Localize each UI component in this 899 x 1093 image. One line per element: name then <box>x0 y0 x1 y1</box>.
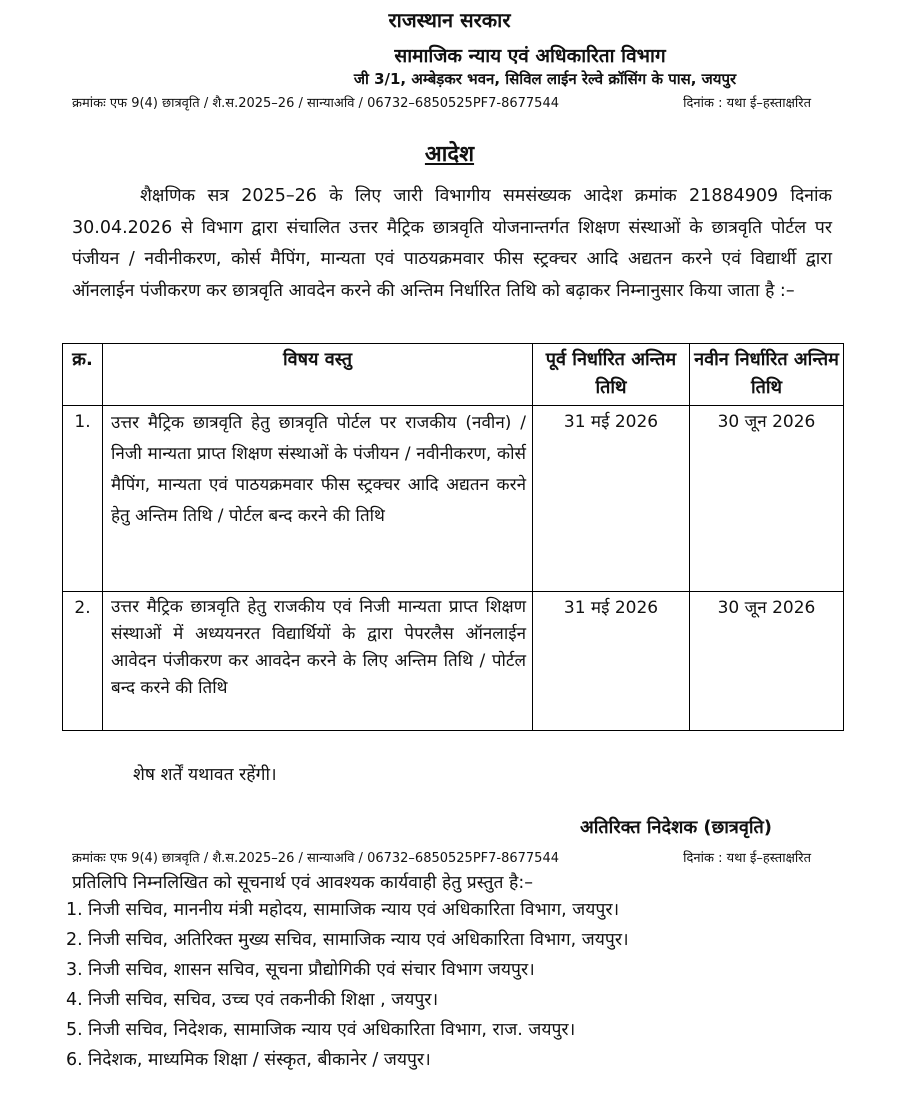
table-header-row <box>63 344 844 406</box>
table-row <box>63 592 844 731</box>
row-serial: 1. <box>63 406 103 592</box>
reference-date: दिनांक : यथा ई–हस्ताक्षरित <box>683 851 811 866</box>
reference-number: क्रमांकः एफ 9(4) छात्रवृति / शै.स.2025–26 / सान्याअवि / 06732–6850525PF7-8677544 <box>72 851 559 866</box>
signatory-designation: अतिरिक्त निदेशक (छात्रवृति) <box>580 817 773 838</box>
list-item: 2. निजी सचिव, अतिरिक्त मुख्य सचिव, सामाजिक न्याय एवं अधिकारिता विभाग, जयपुर। <box>66 930 629 950</box>
header-subject: विषय वस्तु <box>103 344 533 406</box>
row-new-date: 30 जून 2026 <box>690 592 844 731</box>
reference-line-bottom <box>72 848 817 868</box>
order-paragraph <box>72 181 832 307</box>
government-name: राजस्थान सरकार <box>388 8 511 32</box>
row-new-date: 30 जून 2026 <box>690 406 844 592</box>
row-subject: उत्तर मैट्रिक छात्रवृति हेतु राजकीय एवं निजी मान्यता प्राप्त शिक्षण संस्थाओं में अध्ययनरत विद्यार्थियों के द्वारा पेपरलैस ऑनलाईन आवेदन पंजीकरण कर आवदेन करने के लिए अन्तिम तिथि / पोर्टल बन्द करने की तिथि <box>103 592 533 731</box>
reference-date: दिनांक : यथा ई–हस्ताक्षरित <box>683 96 811 111</box>
copy-intro: प्रतिलिपि निम्नलिखित को सूचनार्थ एवं आवश्यक कार्यवाही हेतु प्रस्तुत है:– <box>72 873 533 893</box>
department-name: सामाजिक न्याय एवं अधिकारिता विभाग <box>394 45 666 67</box>
copy-recipient-list <box>66 895 629 1075</box>
header-new-date: नवीन निर्धारित अन्तिम तिथि <box>690 344 844 406</box>
list-item: 1. निजी सचिव, माननीय मंत्री महोदय, सामाजिक न्याय एवं अधिकारिता विभाग, जयपुर। <box>66 900 620 920</box>
reference-number: क्रमांकः एफ 9(4) छात्रवृति / शै.स.2025–26 / सान्याअवि / 06732–6850525PF7-8677544 <box>72 96 559 111</box>
order-paragraph-text: शैक्षणिक सत्र 2025–26 के लिए जारी विभागीय समसंख्यक आदेश क्रमांक 21884909 दिनांक 30.04.2026 से विभाग द्वारा संचालित उत्तर मैट्रिक छात्रवृति योजनान्तर्गत शिक्षण संस्थाओं के छात्रवृति पोर्टल पर पंजीयन / नवीनीकरण, कोर्स मैपिंग, मान्यता एवं पाठयक्रमवार फीस स्ट्रक्चर आदि अद्यतन करने एवं विद्यार्थी द्वारा ऑनलाईन पंजीकरण कर छात्रवृति आवदेन करने की अन्तिम निर्धारित तिथि को बढ़ाकर निम्नानुसार किया जाता है :– <box>72 186 832 301</box>
row-previous-date: 31 मई 2026 <box>533 592 690 731</box>
table-row <box>63 406 844 592</box>
remaining-terms: शेष शर्तें यथावत रहेंगी। <box>133 765 277 785</box>
list-item: 4. निजी सचिव, सचिव, उच्च एवं तकनीकी शिक्षा , जयपुर। <box>66 990 439 1010</box>
reference-line-top <box>72 93 817 113</box>
header-serial: क्र. <box>63 344 103 406</box>
header-previous-date: पूर्व निर्धारित अन्तिम तिथि <box>533 344 690 406</box>
department-address: जी 3/1, अम्बेड़कर भवन, सिविल लाईन रेल्वे क्रॉसिंग के पास, जयपुर <box>353 70 737 88</box>
order-title: आदेश <box>424 142 475 167</box>
deadline-table <box>62 343 844 731</box>
list-item: 6. निदेशक, माध्यमिक शिक्षा / संस्कृत, बीकानेर / जयपुर। <box>66 1050 431 1070</box>
row-serial: 2. <box>63 592 103 731</box>
list-item: 3. निजी सचिव, शासन सचिव, सूचना प्रौद्योगिकी एवं संचार विभाग जयपुर। <box>66 960 535 980</box>
row-previous-date: 31 मई 2026 <box>533 406 690 592</box>
list-item: 5. निजी सचिव, निदेशक, सामाजिक न्याय एवं अधिकारिता विभाग, राज. जयपुर। <box>66 1020 576 1040</box>
row-subject: उत्तर मैट्रिक छात्रवृति हेतु छात्रवृति पोर्टल पर राजकीय (नवीन) / निजी मान्यता प्राप्त शिक्षण संस्थाओं के पंजीयन / नवीनीकरण, कोर्स मैपिंग, मान्यता एवं पाठयक्रमवार फीस स्ट्रक्चर आदि अद्यतन करने हेतु अन्तिम तिथि / पोर्टल बन्द करने की तिथि <box>103 406 533 592</box>
